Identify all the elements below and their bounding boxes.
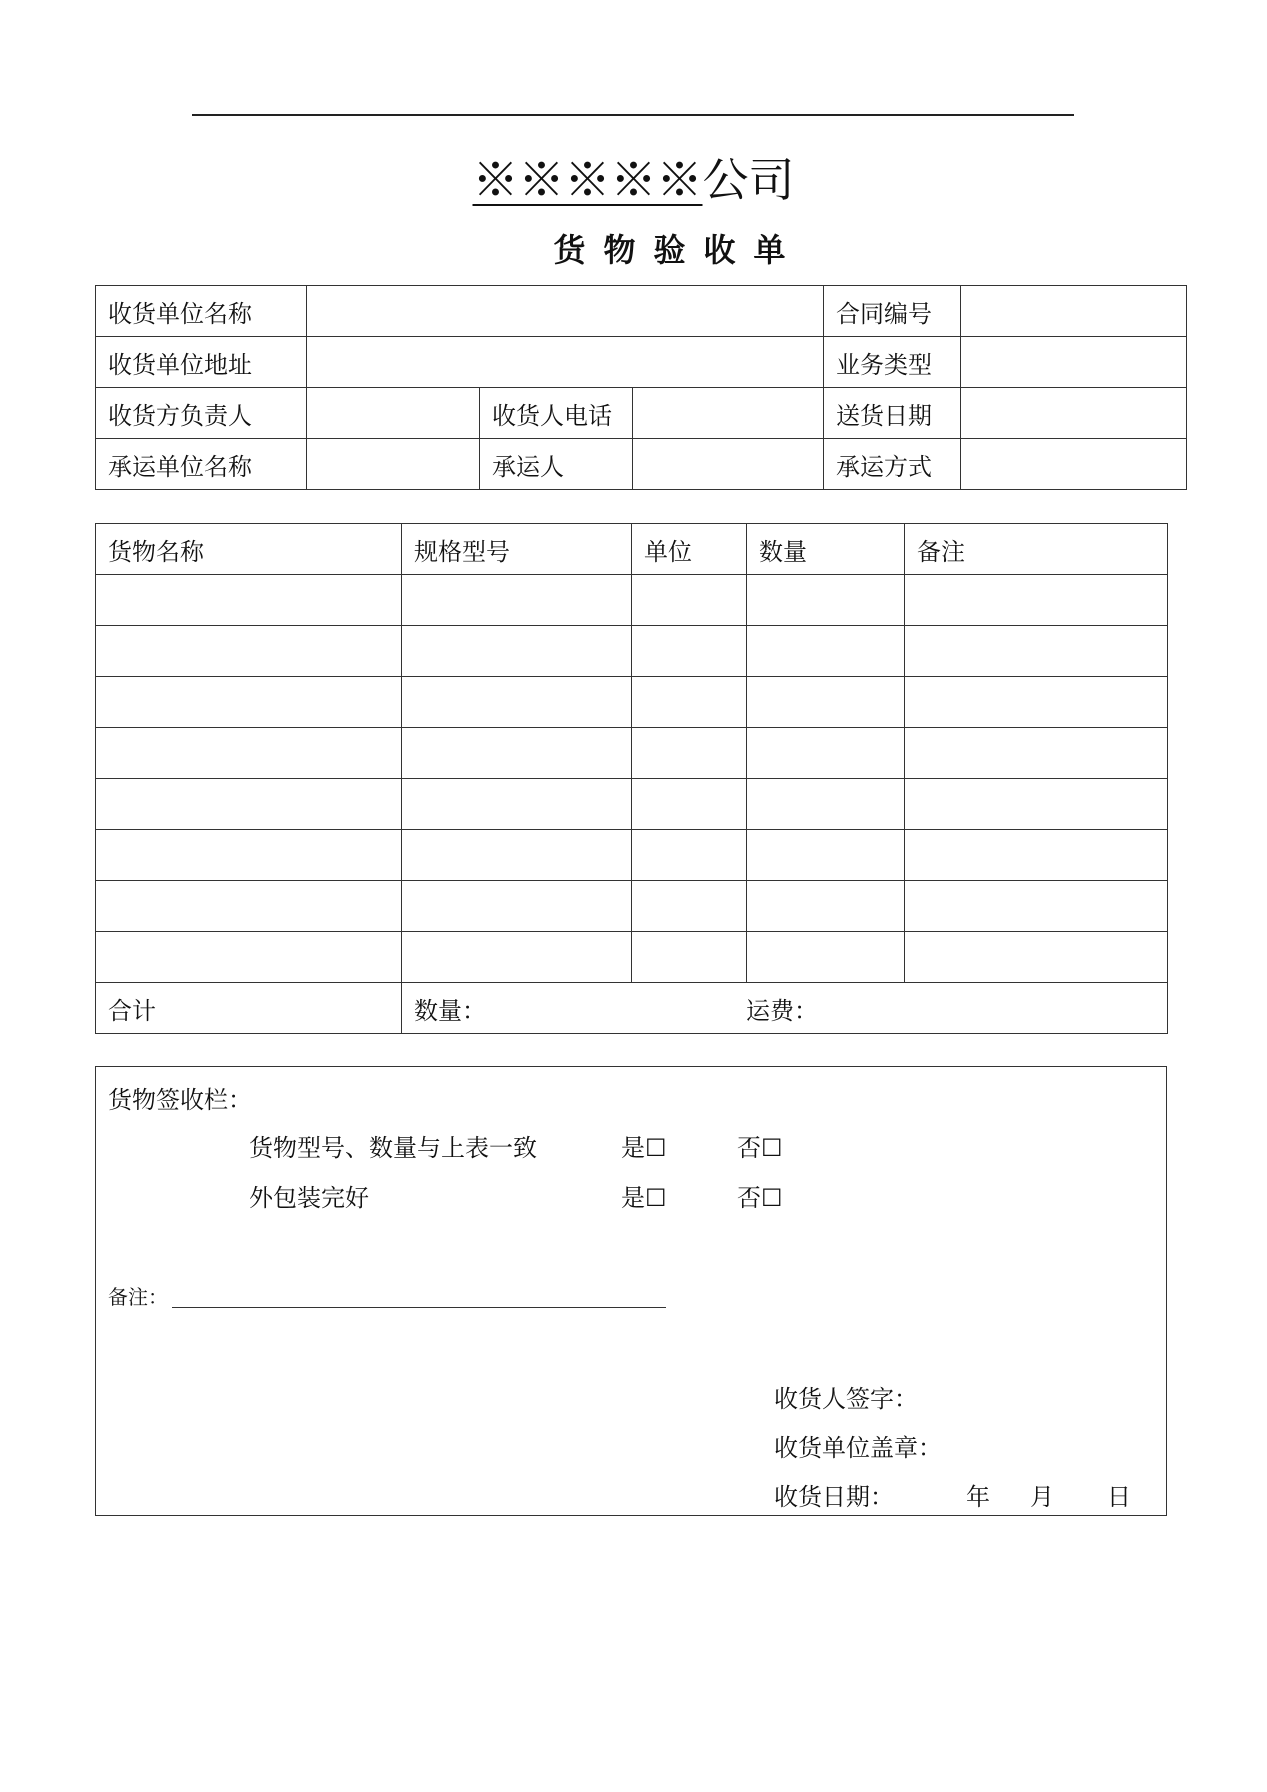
header-remarks: 备注: [905, 524, 1168, 575]
cell-unit[interactable]: [632, 779, 747, 830]
document-title: 货物验收单: [553, 231, 804, 269]
remarks-input-line[interactable]: [172, 1307, 666, 1308]
cell-quantity[interactable]: [747, 932, 905, 983]
field-receiver-person-in-charge[interactable]: [307, 388, 480, 439]
cell-unit[interactable]: [632, 728, 747, 779]
header-unit: 单位: [632, 524, 747, 575]
cell-goods-name[interactable]: [96, 881, 402, 932]
header-goods-name: 货物名称: [96, 524, 402, 575]
goods-row: [96, 626, 1168, 677]
cell-unit[interactable]: [632, 881, 747, 932]
receiver-info-table: [95, 285, 1187, 490]
signoff-section-label: 货物签收栏：: [108, 1086, 252, 1114]
cell-spec-model[interactable]: [402, 830, 632, 881]
field-contract-no[interactable]: [961, 286, 1187, 337]
cell-goods-name[interactable]: [96, 932, 402, 983]
cell-spec-model[interactable]: [402, 779, 632, 830]
date-day-label: 日: [1107, 1483, 1131, 1511]
label-carrier-unit-name: 承运单位名称: [96, 439, 307, 490]
cell-remarks[interactable]: [905, 575, 1168, 626]
header-spec-model: 规格型号: [402, 524, 632, 575]
cell-goods-name[interactable]: [96, 626, 402, 677]
info-row-unit-name: [96, 286, 1187, 337]
goods-header-row: [96, 524, 1168, 575]
cell-remarks[interactable]: [905, 932, 1168, 983]
signoff-box: [95, 1066, 1167, 1516]
seal-label: 收货单位盖章：: [774, 1434, 942, 1462]
info-row-person: [96, 388, 1187, 439]
cell-quantity[interactable]: [747, 575, 905, 626]
info-row-unit-address: [96, 337, 1187, 388]
cell-spec-model[interactable]: [402, 881, 632, 932]
cell-unit[interactable]: [632, 830, 747, 881]
cell-remarks[interactable]: [905, 779, 1168, 830]
label-freight: 运费：: [746, 996, 818, 1025]
check-model-quantity-label: 货物型号、数量与上表一致: [249, 1134, 537, 1162]
cell-remarks[interactable]: [905, 881, 1168, 932]
label-receiver-unit-address: 收货单位地址: [96, 337, 307, 388]
goods-row: [96, 575, 1168, 626]
label-contract-no: 合同编号: [824, 286, 961, 337]
cell-quantity[interactable]: [747, 728, 905, 779]
cell-spec-model[interactable]: [402, 575, 632, 626]
remarks-line: [108, 1281, 666, 1310]
check-packaging-no[interactable]: 否☐: [737, 1184, 783, 1212]
goods-row: [96, 830, 1168, 881]
cell-goods-name[interactable]: [96, 728, 402, 779]
cell-spec-model[interactable]: [402, 677, 632, 728]
label-receiver-unit-name: 收货单位名称: [96, 286, 307, 337]
goods-row: [96, 728, 1168, 779]
label-delivery-date: 送货日期: [824, 388, 961, 439]
goods-row: [96, 779, 1168, 830]
header-rule: [192, 114, 1074, 116]
total-summary-cell[interactable]: [402, 983, 1168, 1034]
goods-total-row: [96, 983, 1168, 1034]
goods-row: [96, 932, 1168, 983]
signature-label: 收货人签字：: [774, 1385, 918, 1413]
field-delivery-date[interactable]: [961, 388, 1187, 439]
label-transport-mode: 承运方式: [824, 439, 961, 490]
label-total: 合计: [96, 983, 402, 1034]
cell-quantity[interactable]: [747, 881, 905, 932]
field-receiver-unit-name[interactable]: [307, 286, 824, 337]
company-suffix: 公司: [702, 153, 795, 207]
date-month-label: 月: [1030, 1483, 1054, 1511]
check-model-quantity-yes[interactable]: 是☐: [621, 1134, 667, 1162]
cell-unit[interactable]: [632, 626, 747, 677]
goods-row: [96, 677, 1168, 728]
cell-unit[interactable]: [632, 677, 747, 728]
cell-spec-model[interactable]: [402, 728, 632, 779]
cell-spec-model[interactable]: [402, 932, 632, 983]
field-carrier-unit-name[interactable]: [307, 439, 480, 490]
cell-goods-name[interactable]: [96, 575, 402, 626]
info-row-carrier: [96, 439, 1187, 490]
field-carrier-person[interactable]: [633, 439, 824, 490]
cell-quantity[interactable]: [747, 626, 905, 677]
cell-goods-name[interactable]: [96, 779, 402, 830]
field-receiver-unit-address[interactable]: [307, 337, 824, 388]
cell-quantity[interactable]: [747, 779, 905, 830]
check-packaging-yes[interactable]: 是☐: [621, 1184, 667, 1212]
field-receiver-phone[interactable]: [633, 388, 824, 439]
cell-remarks[interactable]: [905, 830, 1168, 881]
label-receiver-person-in-charge: 收货方负责人: [96, 388, 307, 439]
cell-quantity[interactable]: [747, 830, 905, 881]
cell-unit[interactable]: [632, 575, 747, 626]
label-receiver-phone: 收货人电话: [480, 388, 633, 439]
date-year-label: 年: [966, 1483, 990, 1511]
goods-table: [95, 523, 1168, 1034]
check-model-quantity-no[interactable]: 否☐: [737, 1134, 783, 1162]
label-carrier-person: 承运人: [480, 439, 633, 490]
cell-remarks[interactable]: [905, 677, 1168, 728]
cell-unit[interactable]: [632, 932, 747, 983]
cell-remarks[interactable]: [905, 728, 1168, 779]
field-business-type[interactable]: [961, 337, 1187, 388]
check-packaging-label: 外包装完好: [249, 1184, 369, 1212]
receive-date-label: 收货日期：: [774, 1483, 894, 1511]
remarks-label: 备注：: [108, 1285, 168, 1309]
label-total-quantity: 数量：: [414, 996, 486, 1025]
cell-remarks[interactable]: [905, 626, 1168, 677]
company-title: [0, 150, 1267, 210]
company-name-placeholder: ※※※※※: [472, 153, 703, 207]
cell-goods-name[interactable]: [96, 830, 402, 881]
cell-quantity[interactable]: [747, 677, 905, 728]
label-business-type: 业务类型: [824, 337, 961, 388]
goods-row: [96, 881, 1168, 932]
field-transport-mode[interactable]: [961, 439, 1187, 490]
header-quantity: 数量: [747, 524, 905, 575]
cell-goods-name[interactable]: [96, 677, 402, 728]
cell-spec-model[interactable]: [402, 626, 632, 677]
